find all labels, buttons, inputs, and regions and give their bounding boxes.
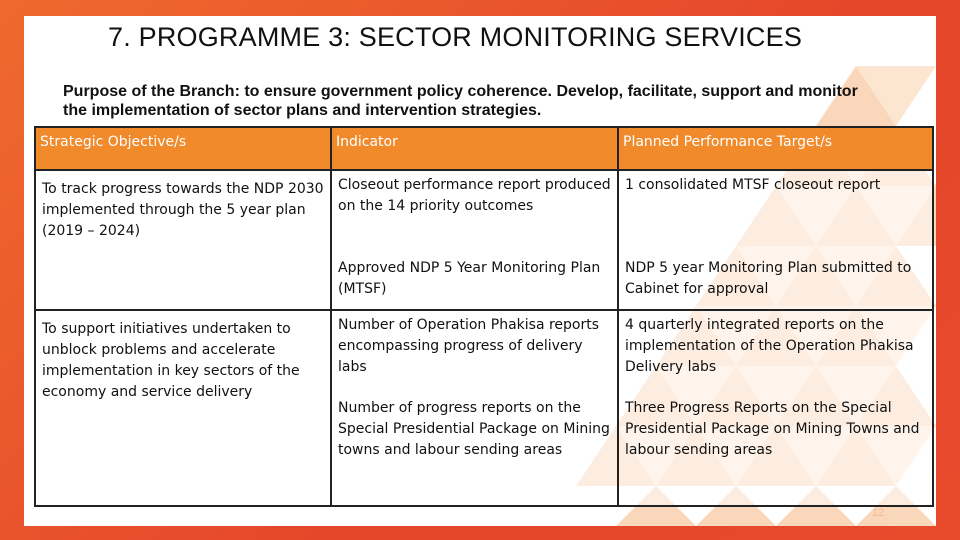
table-row xyxy=(35,310,933,394)
header-indicator: Indicator xyxy=(331,127,618,170)
slide-title: 7. PROGRAMME 3: SECTOR MONITORING SERVICES xyxy=(108,22,803,52)
strategic-objective-cell: To track progress towards the NDP 2030 implemented through the 5 year plan (2019 – 2024) xyxy=(35,170,331,310)
indicator-cell: Number of Operation Phakisa reports encompassing progress of delivery labs xyxy=(331,310,618,394)
target-cell: 1 consolidated MTSF closeout report xyxy=(618,170,933,254)
page-number: 12 xyxy=(872,507,885,519)
indicator-cell: Approved NDP 5 Year Monitoring Plan (MTSF) xyxy=(331,254,618,310)
table-header-row xyxy=(35,127,933,170)
branch-purpose-text: Purpose of the Branch: to ensure government policy coherence. Develop, facilitate, support and monitor the implementation of sector plans and intervention strategies. xyxy=(63,83,858,119)
target-cell: Three Progress Reports on the Special Presidential Package on Mining Towns and labour sending areas xyxy=(618,394,933,506)
strategic-objectives-table xyxy=(34,126,934,507)
target-cell: NDP 5 year Monitoring Plan submitted to Cabinet for approval xyxy=(618,254,933,310)
header-strategic-objectives: Strategic Objective/s xyxy=(35,127,331,170)
slide xyxy=(24,16,936,526)
indicator-cell: Closeout performance report produced on the 14 priority outcomes xyxy=(331,170,618,254)
table-row xyxy=(35,170,933,254)
indicator-cell: Number of progress reports on the Special Presidential Package on Mining towns and labour sending areas xyxy=(331,394,618,506)
header-planned-targets: Planned Performance Target/s xyxy=(618,127,933,170)
target-cell: 4 quarterly integrated reports on the implementation of the Operation Phakisa Delivery labs xyxy=(618,310,933,394)
strategic-objective-cell: To support initiatives undertaken to unblock problems and accelerate implementation in key sectors of the economy and service delivery xyxy=(35,310,331,506)
